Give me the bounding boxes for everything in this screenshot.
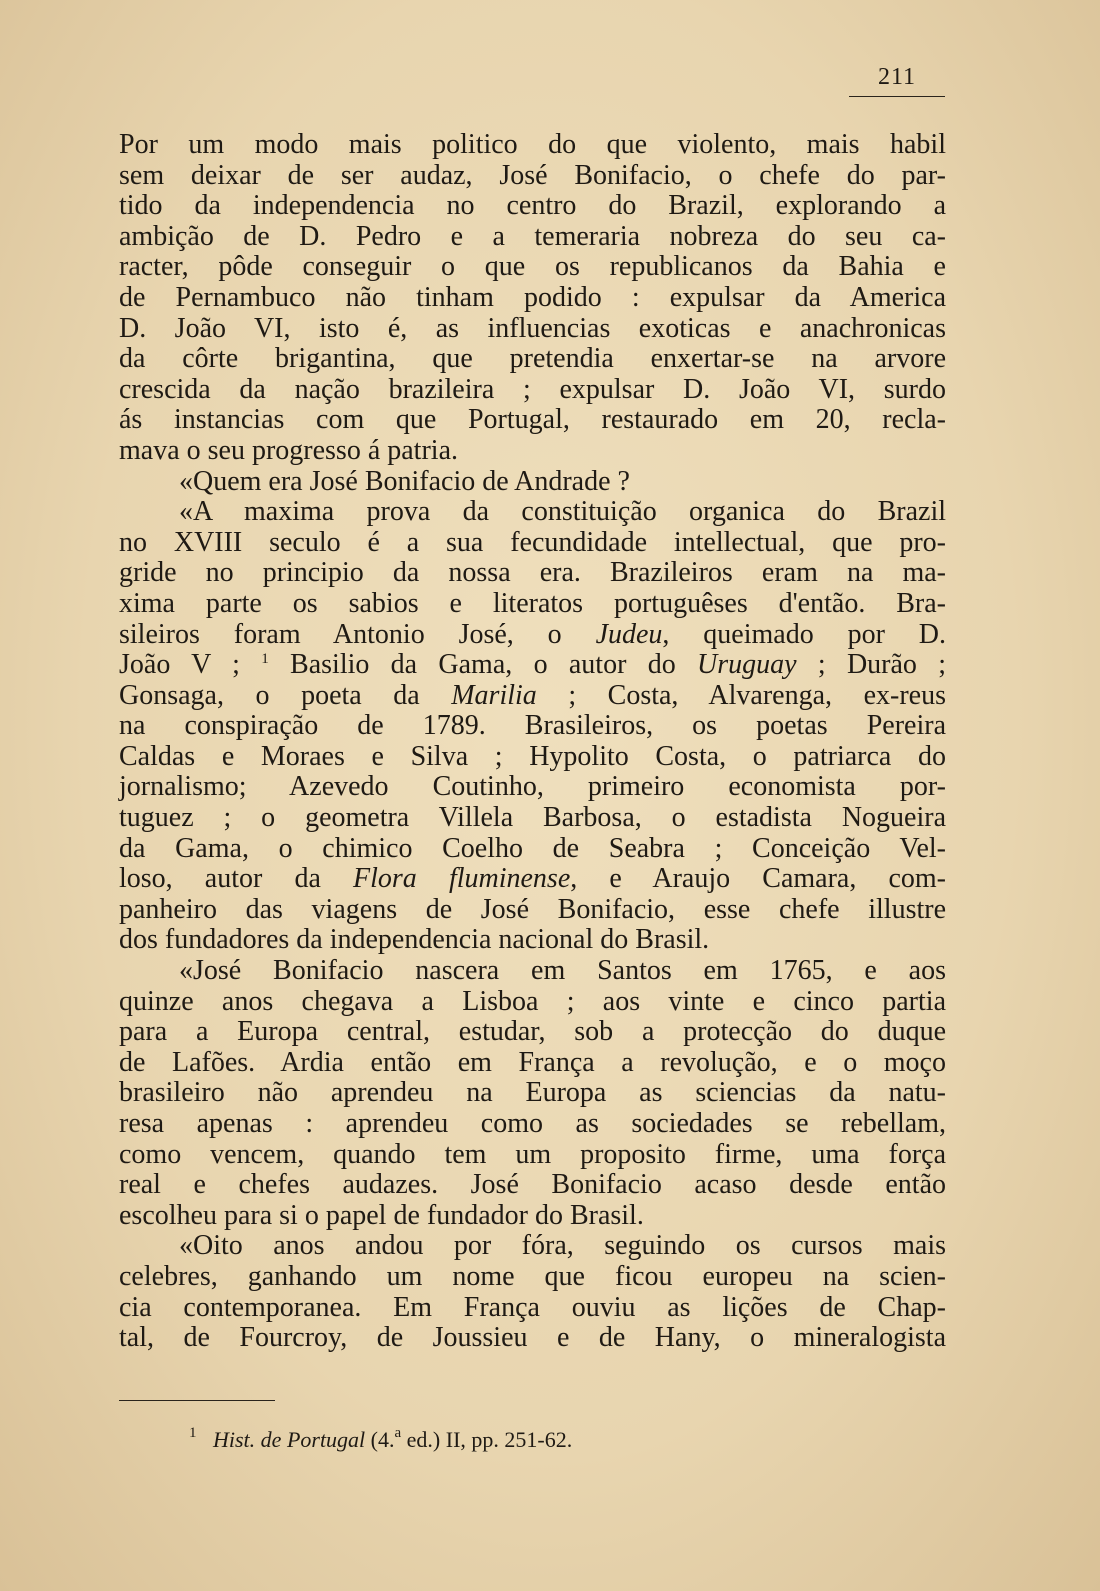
text-line: dos fundadores da independencia nacional do Brasil.	[119, 924, 710, 956]
text-line: gride no principio da nossa era. Brazileiros eram na ma-	[119, 557, 946, 589]
footnote: $^1$ Hist. de Portugal (4.$^a$ ed.) II, pp. 251-62.	[189, 1425, 573, 1452]
text-line: «Oito anos andou por fóra, seguindo os cursos mais	[179, 1230, 946, 1262]
text-line: «José Bonifacio nascera em Santos em 1765, e aos	[179, 955, 946, 987]
text-line: da Gama, o chimico Coelho de Seabra ; Conceição Vel-	[119, 832, 946, 864]
text-line: de Lafões. Ardia então em França a revolução, e o moço	[119, 1046, 946, 1078]
text-line: João V ; $^1$ Basilio da Gama, o autor do Uruguay ; Durão ;	[119, 649, 947, 681]
text-line: brasileiro não aprendeu na Europa as sciencias da natu-	[119, 1077, 946, 1109]
footnote-edition: 4.	[378, 1427, 395, 1452]
text-line: crescida da nação brazileira ; expulsar D. João VI, surdo	[119, 373, 946, 405]
body-text	[119, 130, 946, 1354]
text-line: ás instancias com que Portugal, restaurado em 20, recla-	[119, 404, 946, 436]
text-line: real e chefes audazes. José Bonifacio acaso desde então	[119, 1169, 946, 1201]
text-line: quinze anos chegava a Lisboa ; aos vinte e cinco partia	[119, 985, 946, 1017]
text-line: de Pernambuco não tinham podido : expulsar da America	[119, 281, 946, 313]
text-line: sileiros foram Antonio José, o Judeu, queimado por D.	[119, 618, 946, 650]
page-number: 211	[877, 64, 917, 90]
text-line: racter, pôde conseguir o que os republicanos da Bahia e	[119, 251, 946, 283]
text-line: jornalismo; Azevedo Coutinho, primeiro economista por-	[119, 771, 946, 803]
text-line: tuguez ; o geometra Villela Barbosa, o estadista Nogueira	[119, 802, 946, 834]
text-line: no XVIII seculo é a sua fecundidade intellectual, que pro-	[119, 526, 946, 558]
text-line: Por um modo mais politico do que violento, mais habil	[119, 129, 946, 160]
text-line: Caldas e Moraes e Silva ; Hypolito Costa, o patriarca do	[119, 740, 946, 772]
text-line: para a Europa central, estudar, sob a protecção do duque	[119, 1016, 946, 1048]
text-line: como vencem, quando tem um proposito firme, uma força	[119, 1138, 946, 1170]
text-line: tido da independencia no centro do Brazil, explorando a	[119, 190, 946, 222]
text-line: da côrte brigantina, que pretendia enxertar-se na arvore	[119, 343, 946, 375]
text-line: «A maxima prova da constituição organica do Brazil	[179, 496, 946, 528]
text-line: escolheu para si o papel de fundador do Brasil.	[119, 1199, 644, 1231]
text-line: panheiro das viagens de José Bonifacio, esse chefe illustre	[119, 893, 946, 925]
text-line: ambição de D. Pedro e a temeraria nobreza do seu ca-	[119, 220, 946, 252]
text-line: xima parte os sabios e literatos portuguêses d'então. Bra-	[119, 587, 946, 619]
text-line: sem deixar de ser audaz, José Bonifacio, o chefe do par-	[119, 159, 946, 191]
text-line: D. João VI, isto é, as influencias exoticas e anachronicas	[119, 312, 946, 344]
text-line: cia contemporanea. Em França ouviu as lições de Chap-	[119, 1291, 946, 1323]
text-line: tal, de Fourcroy, de Joussieu e de Hany, o mineralogista	[119, 1322, 946, 1354]
footnote-marker: 1	[189, 1425, 197, 1441]
text-line: mava o seu progresso á patria.	[119, 434, 458, 466]
footnote-title: Hist. de Portugal	[213, 1427, 366, 1452]
text-line: «Quem era José Bonifacio de Andrade ?	[179, 465, 630, 497]
text-line: celebres, ganhando um nome que ficou europeu na scien-	[119, 1260, 946, 1292]
text-line: Gonsaga, o poeta da Marilia ; Costa, Alvarenga, ex-reus	[119, 679, 946, 711]
page-number-rule	[849, 96, 945, 97]
text-line: resa apenas : aprendeu como as sociedades se rebellam,	[119, 1108, 946, 1139]
text-line: na conspiração de 1789. Brasileiros, os poetas Pereira	[119, 710, 946, 742]
footnote-rest: ed.) II, pp. 251-62.	[406, 1427, 573, 1452]
text-line: loso, autor da Flora fluminense, e Araujo Camara, com-	[119, 863, 946, 895]
footnote-edition-sup: a	[394, 1425, 402, 1441]
footnote-rule	[119, 1400, 275, 1401]
